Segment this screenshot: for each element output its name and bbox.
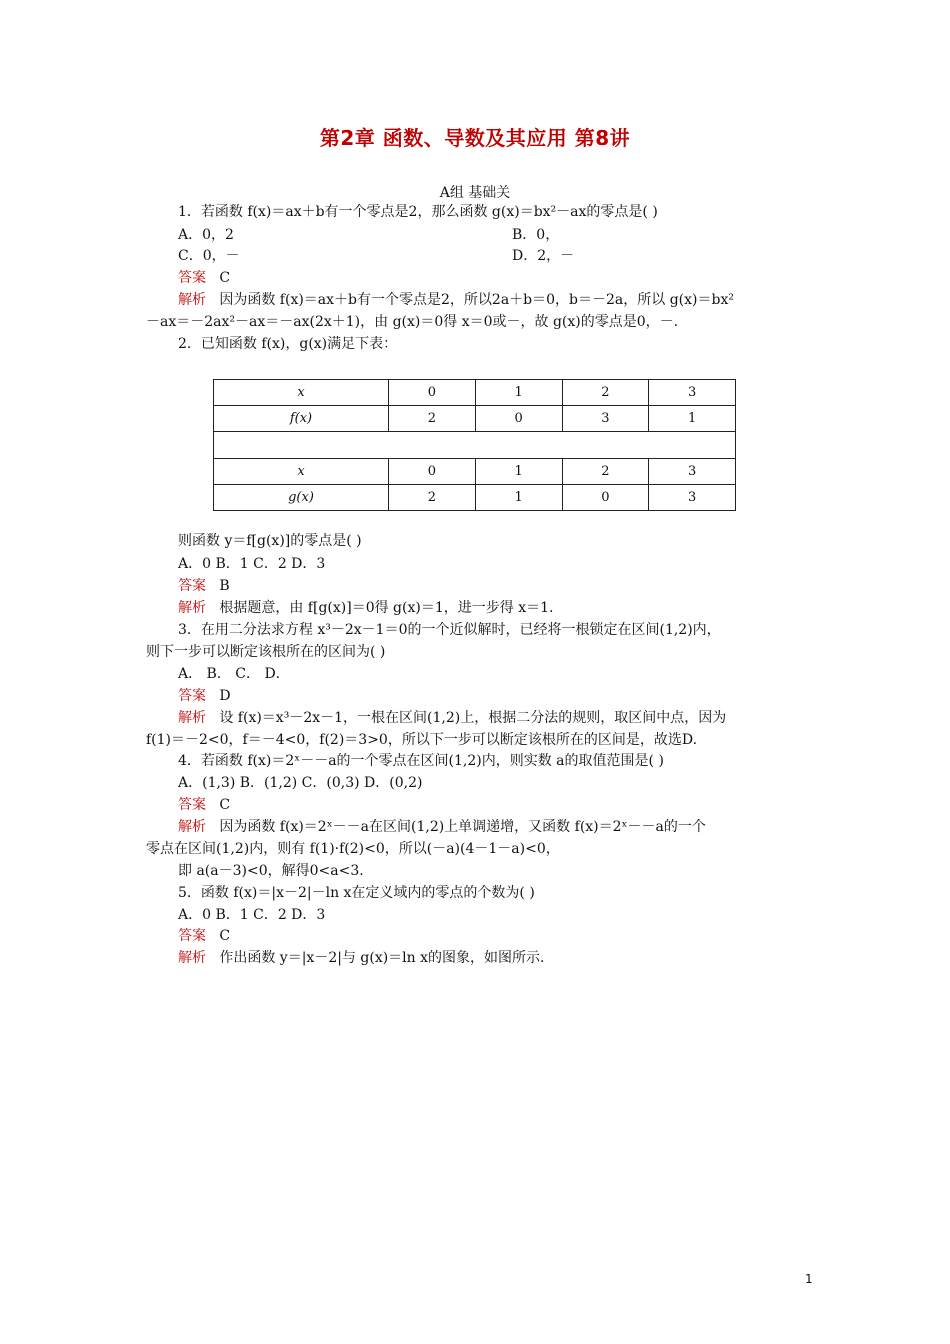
table-cell: 3	[649, 459, 736, 485]
q2-answer-value: B	[219, 578, 230, 594]
q2-question: 则函数 y＝f[g(x)]的零点是( )	[178, 533, 362, 549]
q2-analysis-text: 根据题意，由 f[g(x)]＝0得 g(x)＝1，进一步得 x＝1.	[219, 600, 554, 616]
q2-stem: 2．已知函数 f(x)，g(x)满足下表：	[178, 336, 398, 352]
q3-analysis-line-1	[178, 708, 726, 728]
q2-analysis	[178, 598, 553, 618]
q1-option-a: A．0，2	[178, 227, 234, 243]
q3-answer	[178, 686, 231, 706]
q3-stem-line-2: 则下一步可以断定该根所在的区间为( )	[146, 644, 386, 660]
analysis-label: 解析	[178, 600, 206, 616]
analysis-label: 解析	[178, 710, 206, 726]
table-row	[214, 485, 736, 511]
q1-analysis-text-1: 因为函数 f(x)＝ax＋b有一个零点是2，所以2a＋b＝0，b＝－2a，所以 g(x)＝bx²	[219, 292, 734, 308]
table-cell: 1	[475, 485, 562, 511]
q5-options: A．0 B．1 C．2 D．3	[178, 907, 326, 923]
table-cell: 0	[562, 485, 649, 511]
table-cell: g(x)	[214, 485, 389, 511]
q1-option-b: B．0，	[512, 227, 560, 243]
table-cell: 1	[475, 459, 562, 485]
q2-answer	[178, 576, 230, 596]
table-cell: 2	[389, 485, 476, 511]
q3-options: A． B． C． D．	[178, 666, 290, 682]
q5-answer	[178, 926, 230, 946]
q4-analysis-line-3: 即 a(a－3)<0，解得0<a<3.	[178, 863, 364, 879]
answer-label: 答案	[178, 797, 206, 813]
q4-analysis-text-1: 因为函数 f(x)＝2ˣ－－a在区间(1,2)上单调递增，又函数 f(x)＝2ˣ－－a的一个	[219, 819, 706, 835]
page-number: 1	[805, 1272, 813, 1286]
table-spacer-cell	[214, 432, 736, 459]
table-cell: 1	[475, 380, 562, 406]
q1-analysis-line-2: －ax＝－2ax²－ax＝－ax(2x＋1)，由 g(x)＝0得 x＝0或－，故 g(x)的零点是0，－.	[146, 314, 679, 330]
table-cell: 0	[389, 459, 476, 485]
q5-analysis	[178, 948, 544, 968]
answer-label: 答案	[178, 578, 206, 594]
q3-stem-line-1: 3．在用二分法求方程 x³－2x－1＝0的一个近似解时，已经将一根锁定在区间(1,2)内，	[178, 622, 721, 638]
table-cell: f(x)	[214, 406, 389, 432]
q1-option-d: D．2，－	[512, 248, 575, 264]
q1-answer	[178, 268, 230, 288]
q3-analysis-line-2: f(1)＝－2<0，f＝－4<0，f(2)＝3>0，所以下一步可以断定该根所在的区间是，故选D.	[146, 732, 698, 748]
answer-label: 答案	[178, 270, 206, 286]
table-cell: 3	[649, 485, 736, 511]
analysis-label: 解析	[178, 950, 206, 966]
analysis-label: 解析	[178, 819, 206, 835]
table-row	[214, 459, 736, 485]
section-heading: A组 基础关	[439, 185, 511, 201]
table-row	[214, 406, 736, 432]
analysis-label: 解析	[178, 292, 206, 308]
q1-analysis-line-1	[178, 290, 734, 310]
page-title: 第2章 函数、导数及其应用 第8讲	[319, 126, 631, 150]
table-cell: 1	[649, 406, 736, 432]
table-cell: 2	[389, 406, 476, 432]
q4-answer-value: C	[219, 797, 231, 813]
table-cell: 0	[475, 406, 562, 432]
q4-analysis-line-2: 零点在区间(1,2)内，则有 f(1)·f(2)<0，所以(－a)(4－1－a)<0，	[146, 841, 560, 857]
q5-stem: 5．函数 f(x)＝|x－2|－ln x在定义域内的零点的个数为( )	[178, 885, 535, 901]
table-spacer-row	[214, 432, 736, 459]
table-cell: 3	[649, 380, 736, 406]
function-value-table	[213, 379, 736, 511]
q1-stem: 1．若函数 f(x)＝ax＋b有一个零点是2，那么函数 g(x)＝bx²－ax的零点是( )	[178, 204, 658, 220]
table-cell: 2	[562, 459, 649, 485]
q5-analysis-text: 作出函数 y＝|x－2|与 g(x)＝ln x的图象，如图所示.	[219, 950, 545, 966]
answer-label: 答案	[178, 688, 206, 704]
table-cell: 2	[562, 380, 649, 406]
table-cell: 3	[562, 406, 649, 432]
q4-answer	[178, 795, 230, 815]
answer-label: 答案	[178, 928, 206, 944]
table-cell: 0	[389, 380, 476, 406]
q1-option-c: C．0，－	[178, 248, 240, 264]
q4-options: A．(1,3) B．(1,2) C．(0,3) D．(0,2)	[178, 775, 423, 791]
q3-answer-value: D	[219, 688, 231, 704]
table-cell: x	[214, 459, 389, 485]
table-row	[214, 380, 736, 406]
table-cell: x	[214, 380, 389, 406]
q3-analysis-text-1: 设 f(x)＝x³－2x－1，一根在区间(1,2)上，根据二分法的规则，取区间中点，因为	[219, 710, 727, 726]
q4-analysis-line-1	[178, 817, 706, 837]
q5-answer-value: C	[219, 928, 231, 944]
q1-answer-value: C	[219, 270, 231, 286]
q2-options: A．0 B．1 C．2 D．3	[178, 556, 326, 572]
q4-stem: 4．若函数 f(x)＝2ˣ－－a的一个零点在区间(1,2)内，则实数 a的取值范围是( )	[178, 753, 664, 769]
